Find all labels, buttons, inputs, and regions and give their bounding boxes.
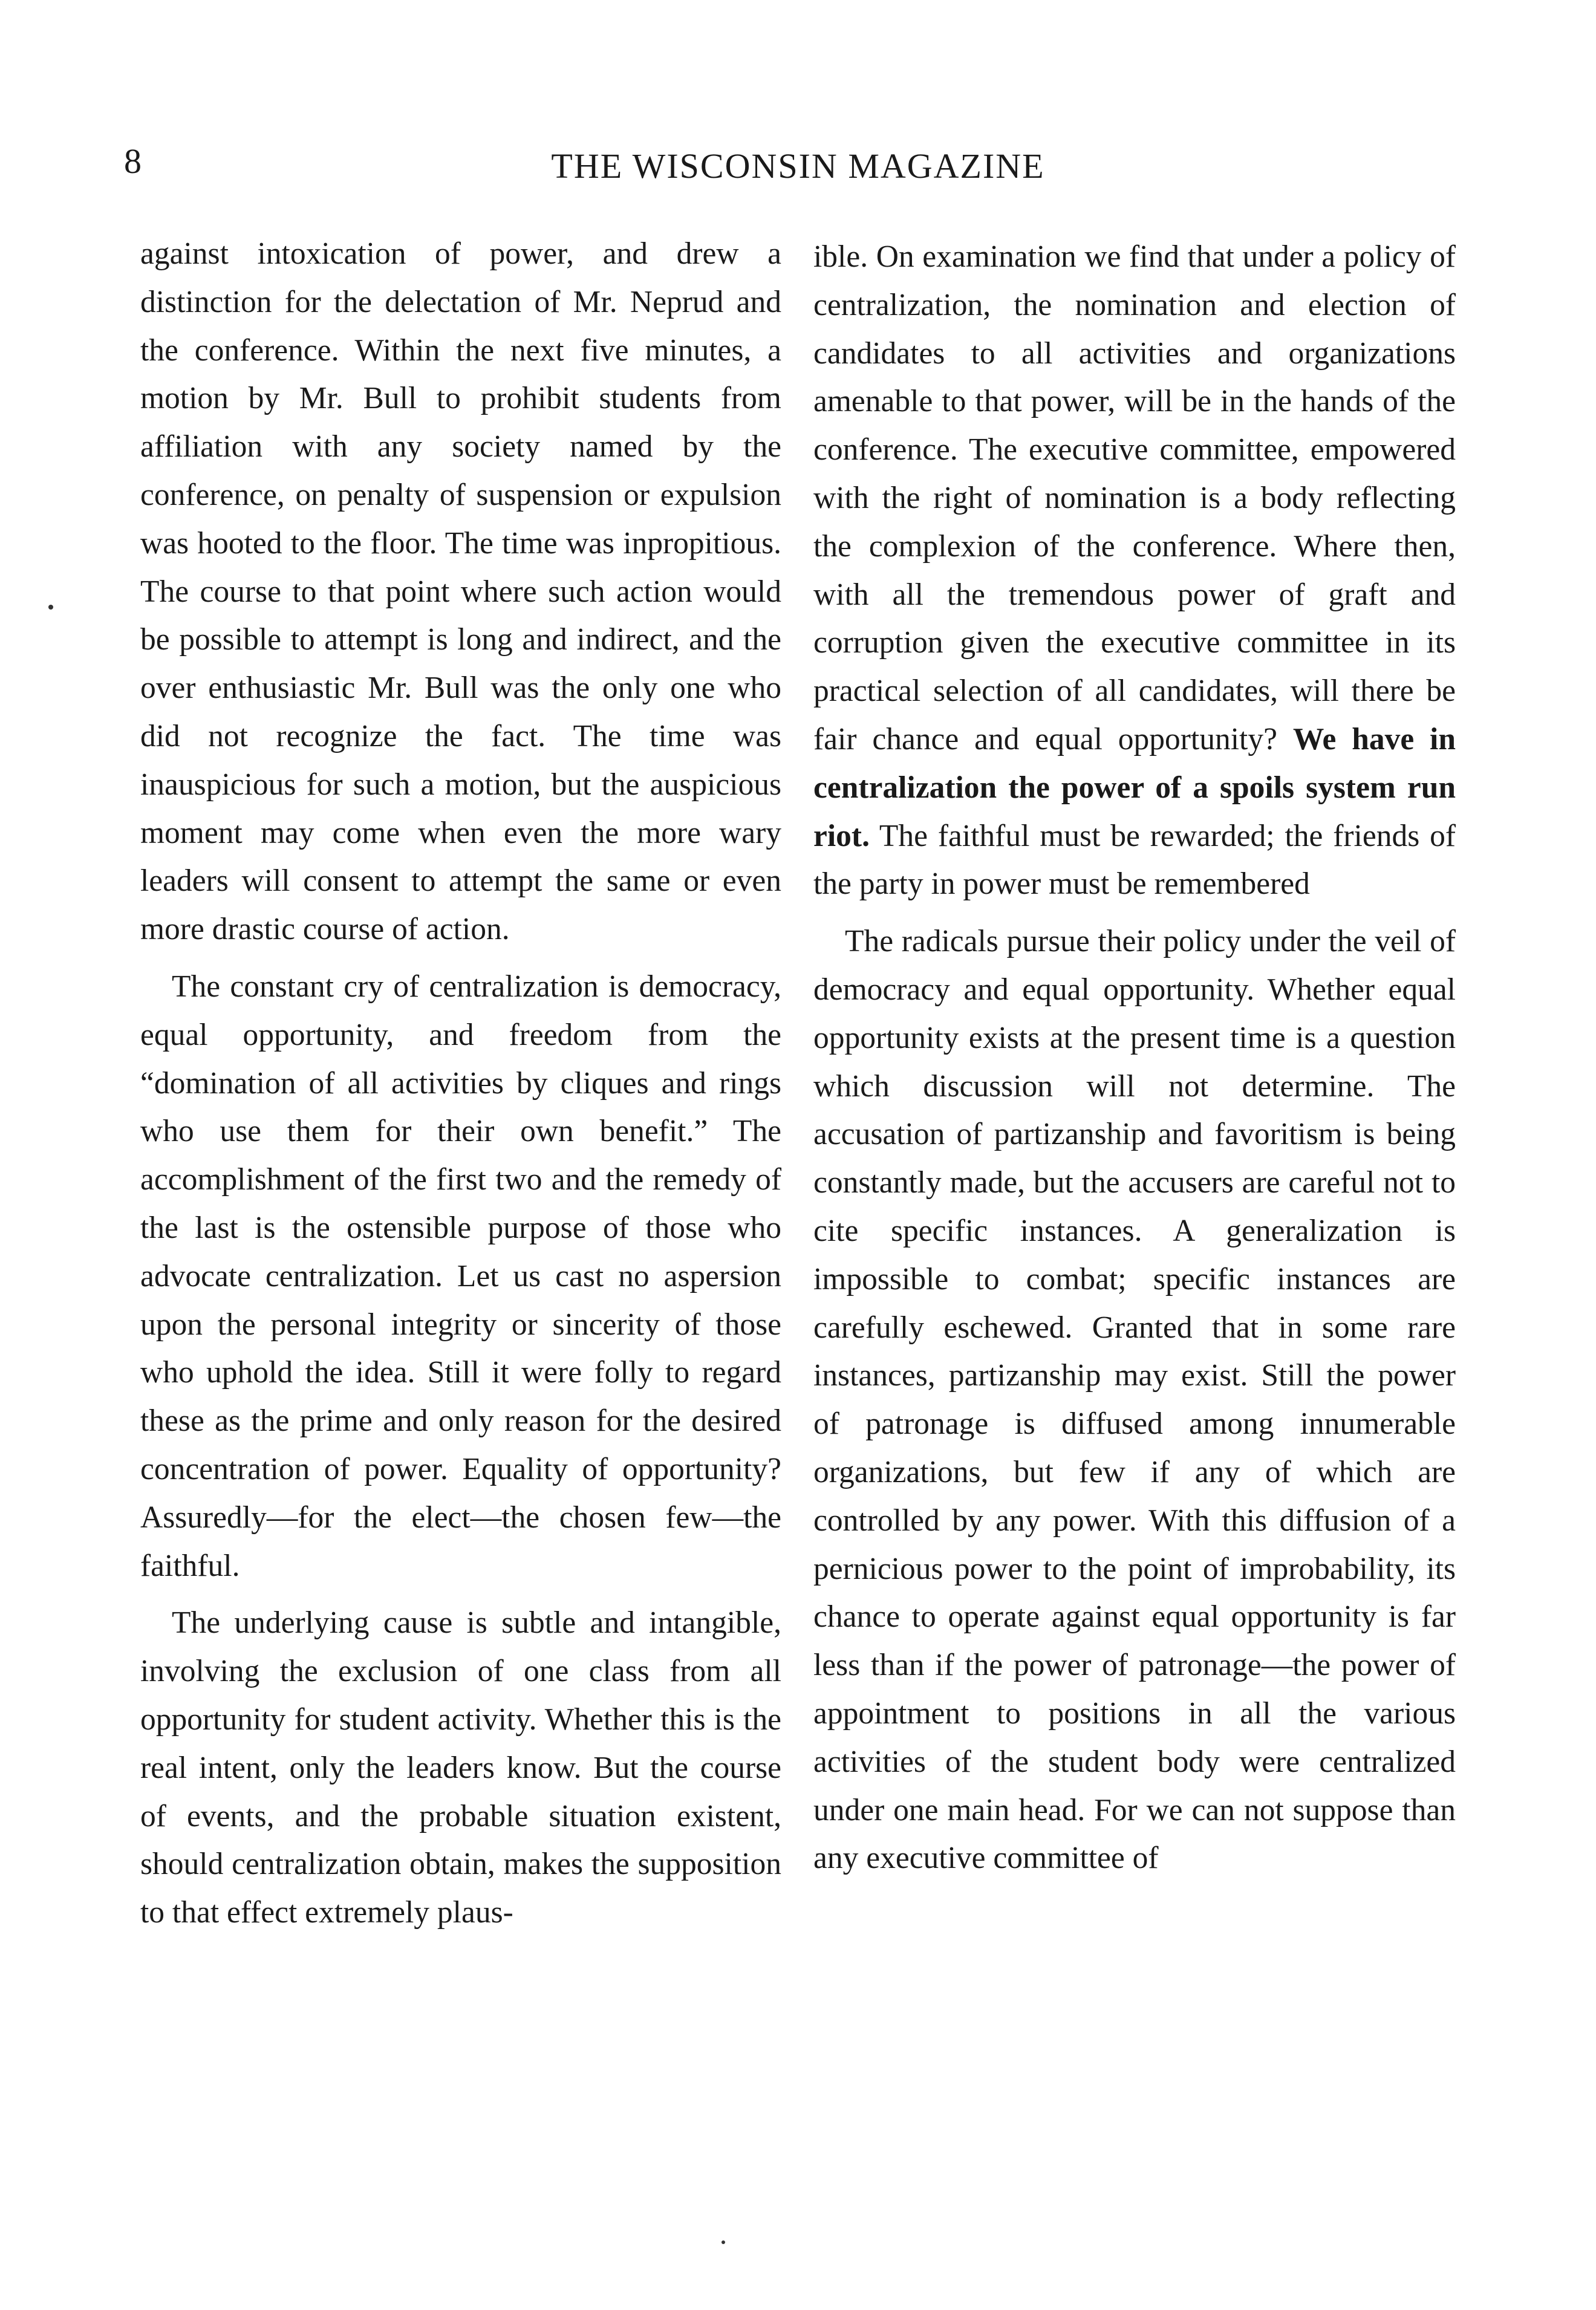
margin-speck	[48, 605, 53, 610]
right-paragraph-1-end: The faithful must be rewarded; the friends of the party in power must be remembered	[813, 818, 1456, 902]
left-column	[140, 230, 781, 1937]
left-paragraph-3: The underlying cause is subtle and intangible, involving the exclusion of one class from all opportunity for student activity. Whether this is the real intent, only the leaders know. But the course of events, and the probable situation existent, should centralization obtain, makes the supposition to that effect extremely plaus-	[140, 1606, 781, 1930]
running-head: THE WISCONSIN MAGAZINE	[551, 146, 1045, 186]
right-paragraph-1	[813, 233, 1456, 908]
spoils-system-emphasis: We have in centralization the power of a spoils system run riot.	[813, 721, 1456, 853]
page-number: 8	[124, 142, 142, 181]
margin-speck	[721, 2240, 725, 2244]
left-paragraph-2: The constant cry of centralization is democracy, equal opportunity, and freedom from the “domination of all activities by cliques and rings who use them for their own benefit.” The accomplishment of the first two and the remedy of the last is the ostensible purpose of those who advocate centralization. Let us cast no aspersion upon the personal integrity or sincerity of those who uphold the idea. Still it were folly to regard these as the prime and only reason for the desired concentration of power. Equality of opportunity? Assuredly—for the elect—the chosen few—the faithful.	[140, 969, 781, 1583]
right-column	[813, 233, 1456, 1882]
right-paragraph-1-start: ible. On examination we find that under a policy of centralization, the nomination and election of candidates to all activities and organizations amenable to that power, will be in the hands of the conference. The executive committee, empowered with the right of nomination is a body reflecting the complexion of the conference. Where then, with all the tremendous power of graft and corruption given the executive committee in its practical selection of all candidates, will there be fair chance and equal opportunity?	[813, 239, 1456, 756]
right-paragraph-2: The radicals pursue their policy under the veil of democracy and equal opportunity. Whether equal opportunity exists at the present time is a question which discussion will not determine. The accusation of partizanship and favoritism is being constantly made, but the accusers are careful not to cite specific instances. A generalization is impossible to combat; specific instances are carefully eschewed. Granted that in some rare instances, partizanship may exist. Still the power of patronage is diffused among innumerable organizations, but few if any of which are controlled by any power. With this diffusion of a pernicious power to the point of improbability, its chance to operate against equal opportunity is far less than if the power of patronage—the power of appointment to positions in all the various activities of the student body were centralized under one main head. For we can not suppose than any executive committee of	[813, 924, 1456, 1876]
left-paragraph-1: against intoxication of power, and drew a distinction for the delectation of Mr. Neprud and the conference. Within the next five minutes, a motion by Mr. Bull to prohibit students from affiliation with any society named by the conference, on penalty of suspension or expulsion was hooted to the floor. The time was inpropitious. The course to that point where such action would be possible to attempt is long and indirect, and the over enthusiastic Mr. Bull was the only one who did not recognize the fact. The time was inauspicious for such a motion, but the auspicious moment may come when even the more wary leaders will consent to attempt the same or even more drastic course of action.	[140, 236, 781, 947]
